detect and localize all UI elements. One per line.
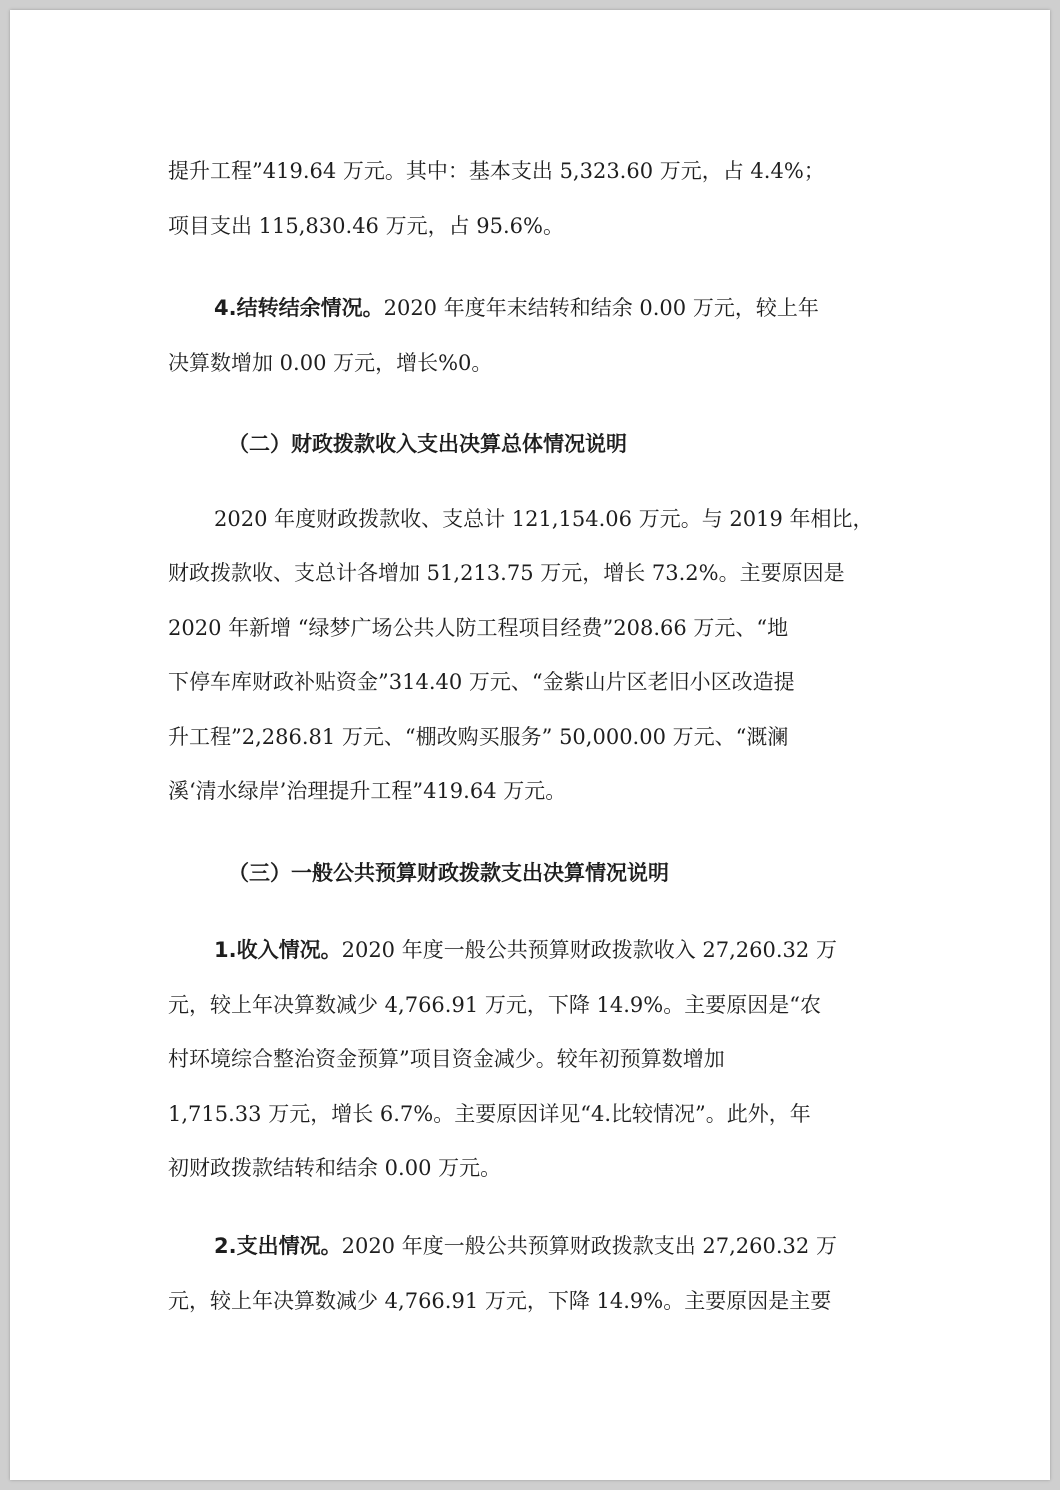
- section-heading: （二）财政拨款收入支出决算总体情况说明: [228, 432, 627, 456]
- text-line: 2020 年度财政拨款收、支总计 121,154.06 万元。与 2019 年相比，: [214, 507, 874, 531]
- text-line: 1,715.33 万元，增长 6.7%。主要原因详见“4.比较情况”。此外，年: [168, 1102, 811, 1126]
- text-line: 村环境综合整治资金预算”项目资金减少。较年初预算数增加: [168, 1047, 725, 1071]
- paragraph-income: 1.收入情况。2020 年度一般公共预算财政拨款收入 27,260.32 万: [214, 938, 837, 962]
- text-line: 提升工程”419.64 万元。其中：基本支出 5,323.60 万元，占 4.4%；: [168, 159, 825, 183]
- text-line: 元，较上年决算数减少 4,766.91 万元，下降 14.9%。主要原因是“农: [168, 993, 821, 1017]
- paragraph-expenditure: 2.支出情况。2020 年度一般公共预算财政拨款支出 27,260.32 万: [214, 1234, 837, 1258]
- text-line: 初财政拨款结转和结余 0.00 万元。: [168, 1156, 502, 1180]
- text-line: 2020 年新增 “绿梦广场公共人防工程项目经费”208.66 万元、“地: [168, 616, 789, 640]
- text-line: 元，较上年决算数减少 4,766.91 万元，下降 14.9%。主要原因是主要: [168, 1289, 832, 1313]
- text-line: 决算数增加 0.00 万元，增长%0。: [168, 351, 493, 375]
- document-page: [10, 10, 1050, 1480]
- paragraph-lead: 4.结转结余情况。: [214, 296, 384, 320]
- section-heading: （三）一般公共预算财政拨款支出决算情况说明: [228, 861, 669, 885]
- text-line: 项目支出 115,830.46 万元，占 95.6%。: [168, 214, 564, 238]
- paragraph-lead: 1.收入情况。: [214, 938, 342, 962]
- text-line: 下停车库财政补贴资金”314.40 万元、“金紫山片区老旧小区改造提: [168, 670, 795, 694]
- text-line: 升工程”2,286.81 万元、“棚改购买服务” 50,000.00 万元、“溉澜: [168, 725, 789, 749]
- text-line: 财政拨款收、支总计各增加 51,213.75 万元，增长 73.2%。主要原因是: [168, 561, 845, 585]
- paragraph-lead: 2.支出情况。: [214, 1234, 342, 1258]
- text-line: 溪‘清水绿岸’治理提升工程”419.64 万元。: [168, 779, 567, 803]
- paragraph-carryover: 4.结转结余情况。2020 年度年末结转和结余 0.00 万元，较上年: [214, 296, 819, 320]
